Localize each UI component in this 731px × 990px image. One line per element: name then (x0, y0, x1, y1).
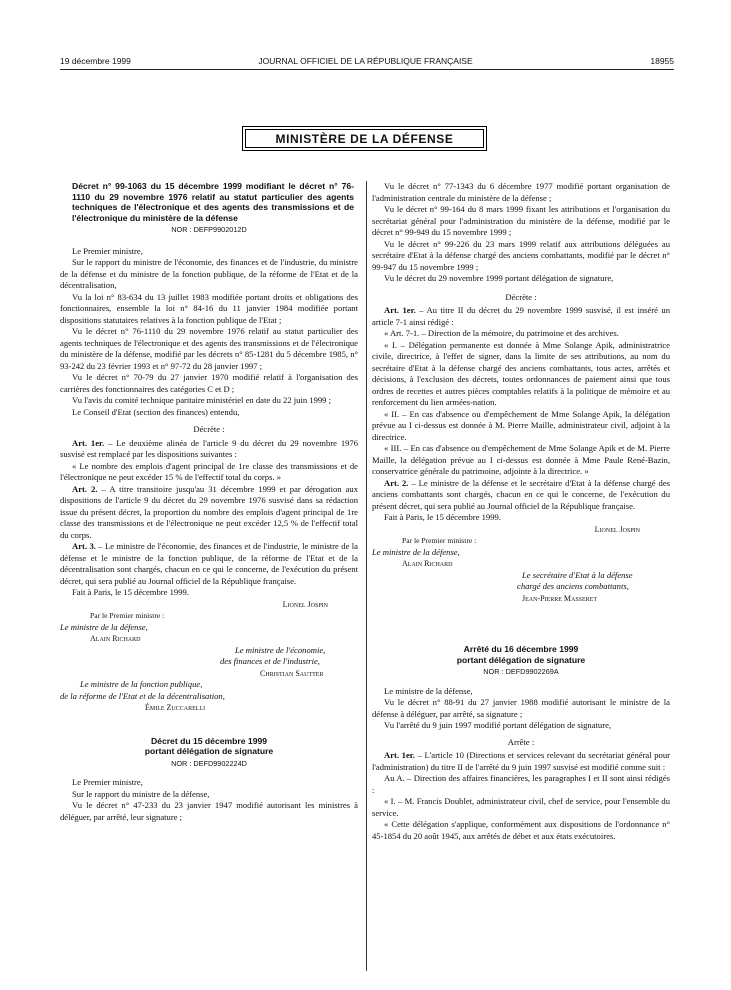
article (60, 438, 358, 461)
paragraph: Vu le décret n° 88-91 du 27 janvier 1988 modifié autorisant le ministre de la défense à déléguer, par arrêté, sa signature ; (372, 697, 670, 719)
signatory: Jean-Pierre Masseret (522, 593, 598, 603)
minister-title: chargé des anciens combattants, (517, 581, 629, 591)
header-journal-title: JOURNAL OFFICIEL DE LA RÉPUBLIQUE FRANÇAISE (258, 56, 473, 66)
left-column (60, 181, 358, 823)
article-label: Art. 3. (72, 541, 96, 551)
article (60, 484, 358, 542)
signatory: Lionel Jospin (282, 599, 328, 609)
minister-title: Le secrétaire d'Etat à la défense (522, 569, 633, 580)
quote: « Cette délégation s'applique, conformément aux dispositions de l'ordonnance n° 45-1854 du 20 août 1945, aux arrêtés de débet et aux états exécutoires. (372, 819, 670, 841)
decree1-title: Décret n° 99-1063 du 15 décembre 1999 modifiant le décret n° 76-1110 du 29 novembre 1976 relatif au statut particulier des agents techniques de l'électronique et des agents des transmissions et de l'électronique du ministère de la défense (72, 181, 354, 223)
paragraph: Vu l'arrêté du 9 juin 1997 modifié portant délégation de signature, (384, 720, 612, 730)
article-text: – Le ministre de la défense et le secrétaire d'Etat à la défense chargé des anciens combattants sont chargés, chacun en ce qui le concerne, de l'exécution du présent décret, qui sera publié au Journal officiel de la République française. (372, 477, 670, 511)
article (372, 305, 670, 328)
arrete-heading: Arrête : (507, 736, 535, 747)
paragraph: Le Premier ministre, (72, 777, 143, 787)
article (372, 478, 670, 513)
paragraph: Vu la loi n° 83-634 du 13 juillet 1983 modifiée portant droits et obligations des fonctionnaires, ensemble la loi n° 84-16 du 11 janvier 1984 modifiée portant dispositions statutaires relatives à la fonction publique de l'Etat ; (60, 291, 358, 325)
header-rule (60, 69, 674, 70)
signing-place-date: Fait à Paris, le 15 décembre 1999. (72, 587, 189, 597)
decrete-heading: Décrète : (505, 291, 537, 302)
quote: « Le nombre des emplois d'agent principal de 1re classe des transmissions et de l'électronique ne peut excéder 15 % de l'effectif total du corps. » (60, 460, 358, 482)
signing-place-date: Fait à Paris, le 15 décembre 1999. (384, 512, 501, 522)
minister-title: Le ministre de la fonction publique, (80, 679, 203, 689)
article (60, 541, 358, 587)
signatory: Lionel Jospin (594, 524, 640, 534)
paragraph: Le Conseil d'Etat (section des finances) entendu, (72, 406, 240, 417)
paragraph: Vu le décret n° 99-164 du 8 mars 1999 fixant les attributions et l'organisation du secrétariat général pour l'administration du ministère de la défense, modifié par le décret n° 99-949 du 15 novembre 1999 ; (372, 204, 670, 237)
article-text: – A titre transitoire jusqu'au 31 décembre 1999 et par dérogation aux dispositions de l'article 9 du décret du 29 novembre 1976 susvisé dans sa rédaction issue du présent décret, la proportion du nombre des emplois d'agent principal de 1re classe des transmissions et de l'électronique ne peut excéder 12,5 % de l'effectif total du corps. (60, 483, 358, 540)
minister-title: Le ministre de l'économie, (235, 644, 326, 655)
quote: « II. – En cas d'absence ou d'empêchement de Mme Solange Apik, la délégation prévue au I ci-dessus est donnée à M. Pierre Maille, administrateur civil, adjoint à la directrice. (372, 408, 670, 442)
by-line: Par le Premier ministre : (90, 611, 165, 620)
quote: « I. – Délégation permanente est donnée à Mme Solange Apik, administratrice civile, directrice, à l'effet de signer, dans la limite de ses attributions, au nom du secrétaire d'Etat à la défense chargé des anciens combattants, tous actes, arrêtés et décisions, à l'exclusion des décrets, toutes ordonnances de paiement ainsi que tous ordres de recettes et autres pièces comptables relatifs à la politique de mémoire et au renforcement du lien armées-nation. (372, 339, 670, 407)
paragraph: Le ministre de la défense, (384, 685, 473, 696)
ministry-title: MINISTÈRE DE LA DÉFENSE (245, 129, 484, 148)
paragraph: Vu le décret du 29 novembre 1999 portant délégation de signature, (384, 273, 614, 283)
decree2-subtitle: portant délégation de signature (144, 746, 274, 756)
signatory: Alain Richard (90, 634, 141, 643)
right-column (372, 181, 670, 842)
header-page-number: 18955 (650, 56, 674, 66)
minister-title: Le ministre de la défense, (372, 546, 460, 557)
paragraph: Au A. – Direction des affaires financières, les paragraphes I et II sont ainsi rédigés : (372, 773, 670, 795)
by-line: Par le Premier ministre : (402, 536, 477, 545)
minister-title: Le ministre de la défense, (60, 621, 148, 632)
paragraph: Vu le décret n° 99-226 du 23 mars 1999 relatif aux attributions déléguées au secrétaire d'Etat à la défense chargé des anciens combattants, modifié par le décret n° 99-947 du 15 novembre 1999 ; (372, 238, 670, 272)
minister-title: des finances et de l'industrie, (220, 656, 320, 666)
article-label: Art. 1er. (384, 305, 416, 315)
decree2-title: Décret du 15 décembre 1999 (150, 735, 268, 746)
article (372, 750, 670, 773)
signatory: Émile Zuccarelli (145, 703, 206, 712)
paragraph: Vu le décret n° 76-1110 du 29 novembre 1976 relatif au statut particulier des agents techniques de l'électronique et des agents des transmissions et de l'électronique du ministère de la défense, modifié par les décrets n° 85-1281 du 5 décembre 1985, n° 93-242 du 23 février 1993 et n° 97-72 du 28 janvier 1997 ; (60, 326, 358, 371)
article-text: – Au titre II du décret du 29 novembre 1999 susvisé, il est inséré un article 7-1 ainsi rédigé : (372, 305, 670, 327)
paragraph: Vu le décret n° 70-79 du 27 janvier 1970 modifié relatif à l'organisation des carrières des fonctionnaires des catégories C et D ; (60, 372, 358, 394)
paragraph: Vu l'avis du comité technique paritaire ministériel en date du 22 juin 1999 ; (72, 395, 332, 405)
paragraph: Sur le rapport du ministre de l'économie, des finances et de l'industrie, du ministre de la défense et du ministre de la fonction publique, de la réforme de l'Etat et de la décentralisation, (60, 257, 358, 290)
arrete-nor: NOR : DEFD9902269A (483, 667, 559, 676)
signatory: Alain Richard (402, 559, 453, 568)
quote: « I. – M. Francis Doublet, administrateur civil, chef de service, pour l'ensemble du service. (372, 796, 670, 818)
article-text: – L'article 10 (Directions et services relevant du secrétariat général pour l'administration) du titre II de l'arrêté du 9 juin 1997 susvisé est modifié comme suit : (372, 750, 671, 772)
header-date: 19 décembre 1999 (60, 56, 131, 66)
article-text: – Le ministre de l'économie, des finances et de l'industrie, le ministre de la défense et le ministre de la fonction publique, de la réforme de l'Etat et de la décentralisation sont chargés, chacun en ce qui le concerne, de l'exécution du présent décret, qui sera publié au Journal officiel de la République française. (60, 541, 358, 586)
paragraph: Sur le rapport du ministre de la défense, (72, 788, 210, 799)
decree2-nor: NOR : DEFD9902224D (171, 758, 247, 768)
quote: « III. – En cas d'absence ou d'empêchement de Mme Solange Apik et de M. Pierre Maille, la délégation prévue au I ci-dessus est donnée à Mme Paule René-Bazin, conservatrice générale du patrimoine, adjointe à la directrice. » (372, 443, 670, 476)
article-label: Art. 2. (72, 483, 98, 494)
paragraph: Vu le décret n° 77-1343 du 6 décembre 1977 modifié portant organisation de l'administration centrale du ministère de la défense ; (372, 181, 670, 203)
column-separator (366, 181, 367, 971)
article-label: Art. 1er. (384, 750, 415, 760)
quote: « Art. 7-1. – Direction de la mémoire, du patrimoine et des archives. (384, 328, 619, 338)
article-text: – Le deuxième alinéa de l'article 9 du décret du 29 novembre 1976 susvisé est remplacé par les dispositions suivantes : (60, 437, 359, 459)
arrete-title: Arrêté du 16 décembre 1999 (463, 644, 579, 654)
decrete-heading: Décrète : (193, 424, 225, 434)
paragraph: Le Premier ministre, (72, 245, 143, 256)
ministry-box (242, 126, 487, 151)
minister-title: de la réforme de l'Etat et de la décentralisation, (60, 690, 225, 701)
article-label: Art. 2. (384, 477, 409, 488)
decree1-nor: NOR : DEFP9902012D (171, 225, 247, 234)
paragraph: Vu le décret n° 47-233 du 23 janvier 1947 modifié autorisant les ministres à déléguer, par arrêté, leur signature ; (60, 800, 358, 822)
article-label: Art. 1er. (72, 437, 105, 448)
arrete-subtitle: portant délégation de signature (456, 654, 586, 665)
signatory: Christian Sautter (260, 668, 324, 678)
